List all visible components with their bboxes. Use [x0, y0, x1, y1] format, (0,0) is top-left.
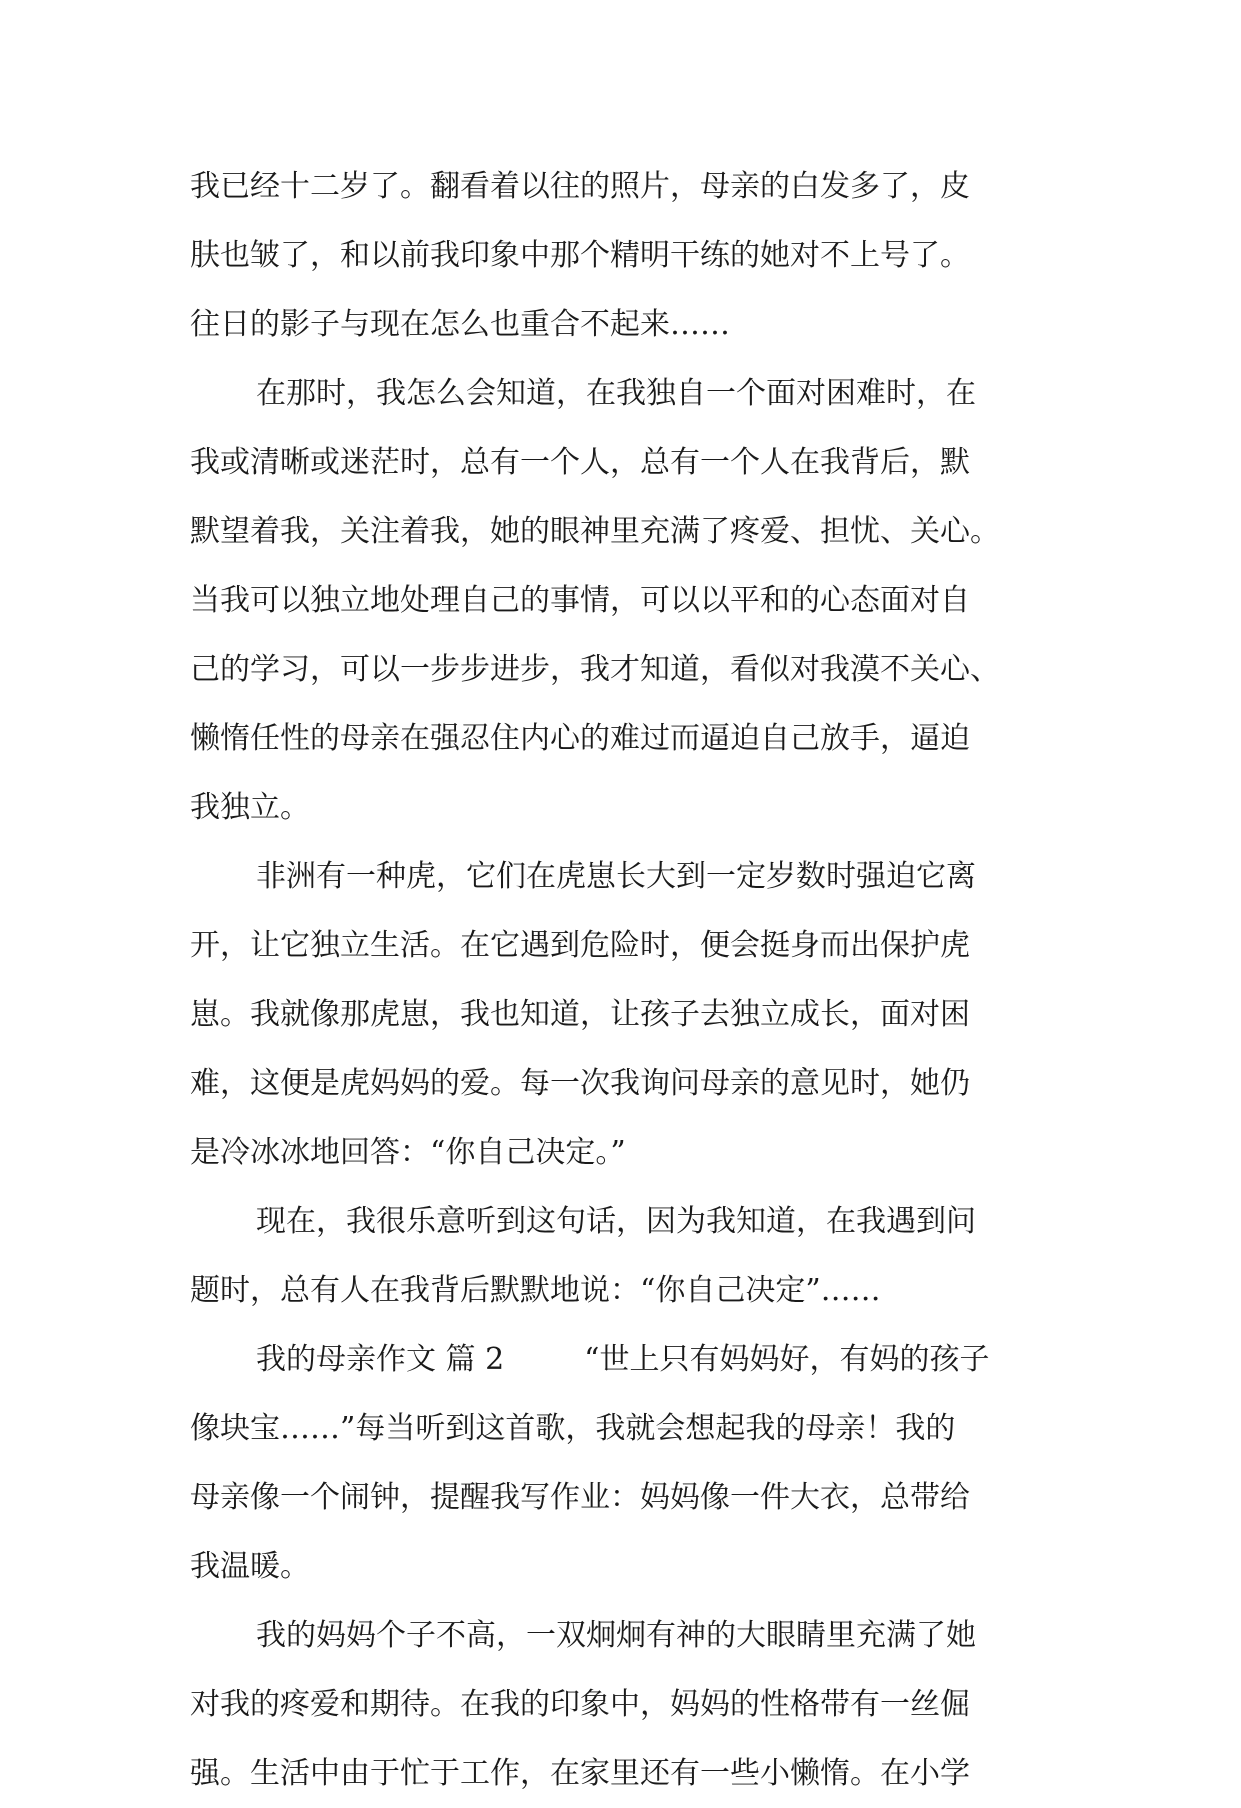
text-line: 开，让它独立生活。在它遇到危险时，便会挺身而出保护虎 — [190, 928, 970, 963]
section-heading-line — [190, 1325, 1070, 1394]
text-line: 肤也皱了，和以前我印象中那个精明干练的她对不上号了。 — [190, 238, 970, 273]
text-line: 当我可以独立地处理自己的事情，可以以平和的心态面对自 — [190, 583, 970, 618]
essay-body — [190, 152, 1070, 1808]
text-line: 现在，我很乐意听到这句话，因为我知道，在我遇到问 — [256, 1204, 976, 1239]
text-line: 我独立。 — [190, 790, 310, 825]
text-line: 非洲有一种虎，它们在虎崽长大到一定岁数时强迫它离 — [256, 859, 976, 894]
text-line: 是冷冰冰地回答：“你自己决定。” — [190, 1135, 626, 1170]
text-line: 我温暖。 — [190, 1549, 310, 1584]
text-line: 在那时，我怎么会知道，在我独自一个面对困难时，在 — [256, 376, 976, 411]
text-line: 强。生活中由于忙于工作，在家里还有一些小懒惰。在小学 — [190, 1756, 970, 1791]
text-line: 我的妈妈个子不高，一双炯炯有神的大眼睛里充满了她 — [256, 1618, 976, 1653]
text-line: 懒惰任性的母亲在强忍住内心的难过而逼迫自己放手，逼迫 — [190, 721, 970, 756]
section-heading: 我的母亲作文 篇 2 — [256, 1342, 505, 1377]
text-line: 我或清晰或迷茫时，总有一个人，总有一个人在我背后，默 — [190, 445, 970, 480]
text-line: 默望着我，关注着我，她的眼神里充满了疼爱、担忧、关心。 — [190, 514, 1000, 549]
text-line: 己的学习，可以一步步进步，我才知道，看似对我漠不关心、 — [190, 652, 1000, 687]
text-line: 我已经十二岁了。翻看着以往的照片，母亲的白发多了，皮 — [190, 169, 970, 204]
text-line: 往日的影子与现在怎么也重合不起来…… — [190, 307, 730, 342]
text-line: “世上只有妈妈好，有妈的孩子 — [584, 1342, 990, 1377]
text-line: 难，这便是虎妈妈的爱。每一次我询问母亲的意见时，她仍 — [190, 1066, 970, 1101]
text-line: 母亲像一个闹钟，提醒我写作业：妈妈像一件大衣，总带给 — [190, 1480, 970, 1515]
text-line: 像块宝……”每当听到这首歌，我就会想起我的母亲！我的 — [190, 1411, 956, 1446]
text-line: 题时，总有人在我背后默默地说：“你自己决定”…… — [190, 1273, 881, 1308]
text-line: 对我的疼爱和期待。在我的印象中，妈妈的性格带有一丝倔 — [190, 1687, 970, 1722]
text-line: 崽。我就像那虎崽，我也知道，让孩子去独立成长，面对困 — [190, 997, 970, 1032]
